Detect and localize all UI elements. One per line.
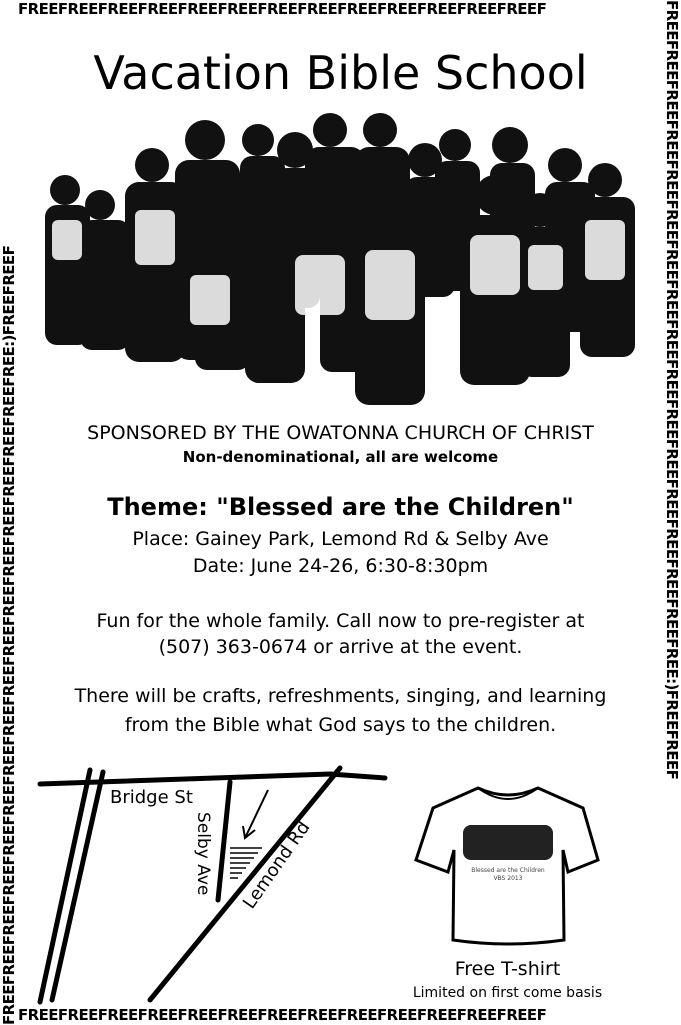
- selby-ave-road: [218, 782, 230, 900]
- register-text-line1: Fun for the whole family. Call now to pre-register at: [96, 610, 585, 632]
- tshirt-print-line1: Blessed are the Children: [471, 867, 545, 874]
- page-title: Vacation Bible School: [93, 46, 588, 100]
- free-border-right: FREEFREEFREEFREEFREEFREEFREEFREEFREEFREEFREEFREEFREEFREEFREEFREEFREE:)FREEFREEF: [663, 0, 681, 780]
- free-tshirt-note: Limited on first come basis: [412, 985, 603, 1001]
- selby-ave-label: Selby Ave: [193, 812, 213, 896]
- register-text-line2: (507) 363-0674 or arrive at the event.: [158, 636, 523, 658]
- free-border-bottom: FREEFREEFREEFREEFREEFREEFREEFREEFREEFREEFREEFREEFREEF: [18, 1006, 547, 1024]
- welcome-text: Non-denominational, all are welcome: [182, 448, 499, 466]
- date-text: Date: June 24-26, 6:30-8:30pm: [192, 555, 489, 577]
- tshirt-print-line2: VBS 2013: [493, 875, 523, 882]
- free-border-left: FREEFREEFREEFREEFREEFREEFREEFREEFREEFREEFREEFREEFREEFREEFREEFREEFREE:)FREEFREEF: [0, 245, 18, 1025]
- sponsor-text: SPONSORED BY THE OWATONNA CHURCH OF CHRIST: [87, 422, 594, 444]
- theme-heading: Theme: "Blessed are the Children": [107, 493, 574, 521]
- highway-line-2: [52, 772, 103, 1000]
- free-border-top: FREEFREEFREEFREEFREEFREEFREEFREEFREEFREEFREEFREEFREEF: [18, 0, 547, 18]
- location-map: [30, 760, 400, 1010]
- bridge-st-label: Bridge St: [110, 787, 193, 808]
- tshirt-image: [408, 780, 608, 955]
- activities-text-line1: There will be crafts, refreshments, singing, and learning: [74, 685, 607, 707]
- children-group-photo: [40, 110, 640, 410]
- arrow-icon: [243, 790, 268, 838]
- highway-line-1: [40, 770, 90, 1002]
- place-text: Place: Gainey Park, Lemond Rd & Selby Ave: [132, 528, 549, 550]
- lemond-rd-label: Lemond Rd: [238, 817, 315, 913]
- free-tshirt-label: Free T-shirt: [454, 958, 561, 980]
- activities-text-line2: from the Bible what God says to the children.: [124, 714, 557, 736]
